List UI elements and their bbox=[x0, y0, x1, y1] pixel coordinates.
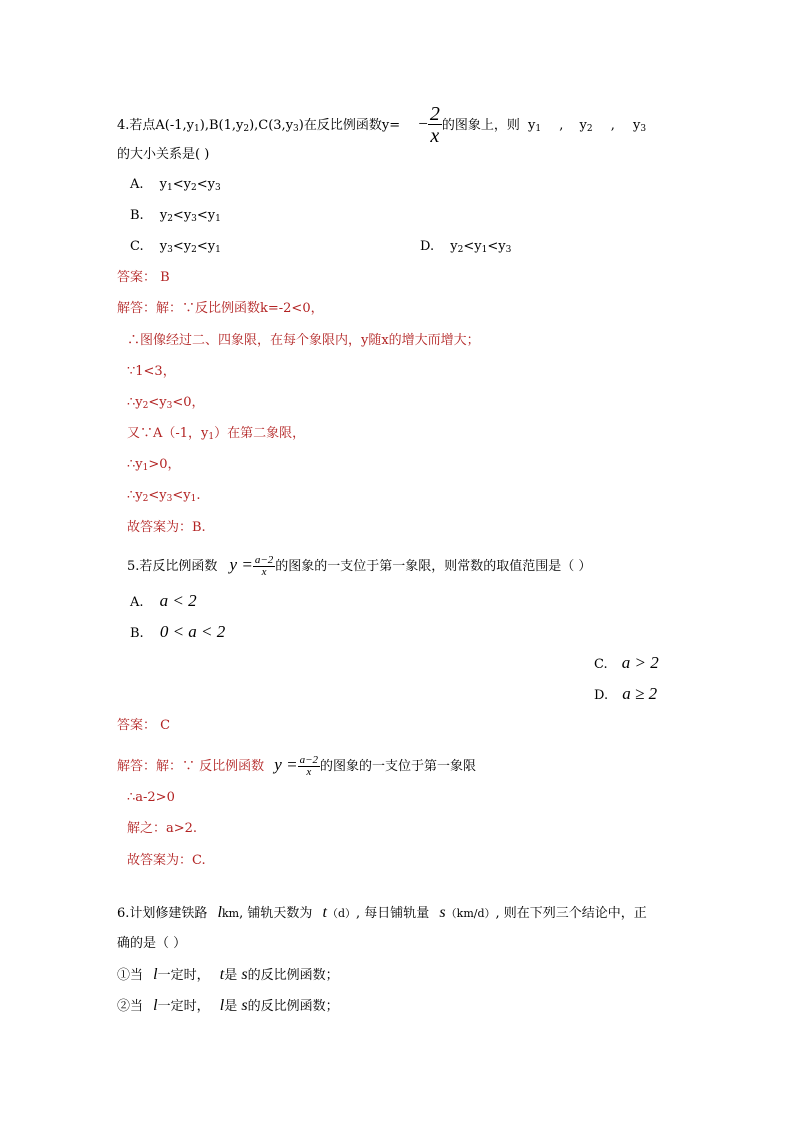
q5-answer: 答案： C bbox=[117, 718, 171, 733]
q6-stem-tail: 确的是（ ） bbox=[117, 936, 187, 951]
q4-fraction: $\frac{2}{x}$ bbox=[429, 103, 440, 147]
q4-solution-line: ∴图像经过二、四象限，在每个象限内，y随x的增大而增大； bbox=[127, 333, 480, 348]
q5-solution-fraction: $\frac{a-2}{x}$ bbox=[299, 754, 318, 778]
q5-solution-line: 解答：解：∵ 反比例函数 y = $\frac{a-2}{x}$ 的图象的一支位于第一象限 bbox=[117, 754, 477, 778]
q4-stem-tail: 的大小关系是( ) bbox=[117, 147, 210, 162]
q4-option-c: C. $y_3<y_2<y_1$ bbox=[130, 239, 221, 255]
q5-solution-line: 故答案为：C. bbox=[127, 853, 206, 868]
q4-solution-line: $\therefore y_1>0$， bbox=[127, 457, 181, 473]
q4-solution-line: $\therefore y_2<y_3<y_1$. bbox=[127, 488, 201, 504]
q5-stem: 5.若反比例函数 y = $\frac{a-2}{x}$ 的图象的一支位于第一象限，则常数的取值范围是（ ） bbox=[127, 554, 592, 578]
q4-answer: 答案： B bbox=[117, 270, 170, 285]
q6-conclusion-1: ①当 l一定时， t是 s的反比例函数； bbox=[117, 966, 339, 983]
q4-solution-line: 解答：解：∵反比例函数k=-2<0， bbox=[117, 301, 324, 316]
q5-option-a: A. a < 2 bbox=[130, 591, 197, 610]
q4-option-d: D. $y_2<y_1<y_3$ bbox=[420, 239, 512, 255]
q4-solution-line: $\therefore y_2<y_3<0$， bbox=[127, 395, 205, 411]
q5-solution-line: ∴a-2>0 bbox=[127, 790, 175, 805]
q4-solution-line: 故答案为：B. bbox=[127, 520, 206, 535]
q5-option-b: B. 0 < a < 2 bbox=[130, 622, 226, 641]
q6-stem: 6.计划修建铁路 lkm, 铺轨天数为 t（d）, 每日铺轨量 s（km/d）, 则在下列三个结论中，正 bbox=[117, 904, 647, 921]
q4-option-b: B. $y_2<y_3<y_1$ bbox=[130, 208, 221, 224]
q4-solution-line: 又∵A（-1，$y_1$）在第二象限， bbox=[127, 426, 306, 442]
q4-stem: 4.若点$A(-1,y_1),B(1,y_2),C(3,y_3)$在反比例函数y= − $\frac{2}{x}$ 的图象上，则 $y_1$ , $y_2$ , $y_3$ bbox=[117, 103, 647, 147]
q5-option-d: D. a ≥ 2 bbox=[594, 684, 658, 703]
q4-option-a: A. $y_1<y_2<y_3$ bbox=[130, 177, 221, 193]
q6-conclusion-2: ②当 l一定时， l是 s的反比例函数； bbox=[117, 997, 339, 1014]
q5-solution-line: 解之：a>2. bbox=[127, 821, 198, 836]
q5-fraction: $\frac{a-2}{x}$ bbox=[254, 554, 274, 578]
q5-option-c: C. a > 2 bbox=[594, 653, 659, 672]
q4-solution-line: ∵1<3， bbox=[127, 364, 176, 379]
